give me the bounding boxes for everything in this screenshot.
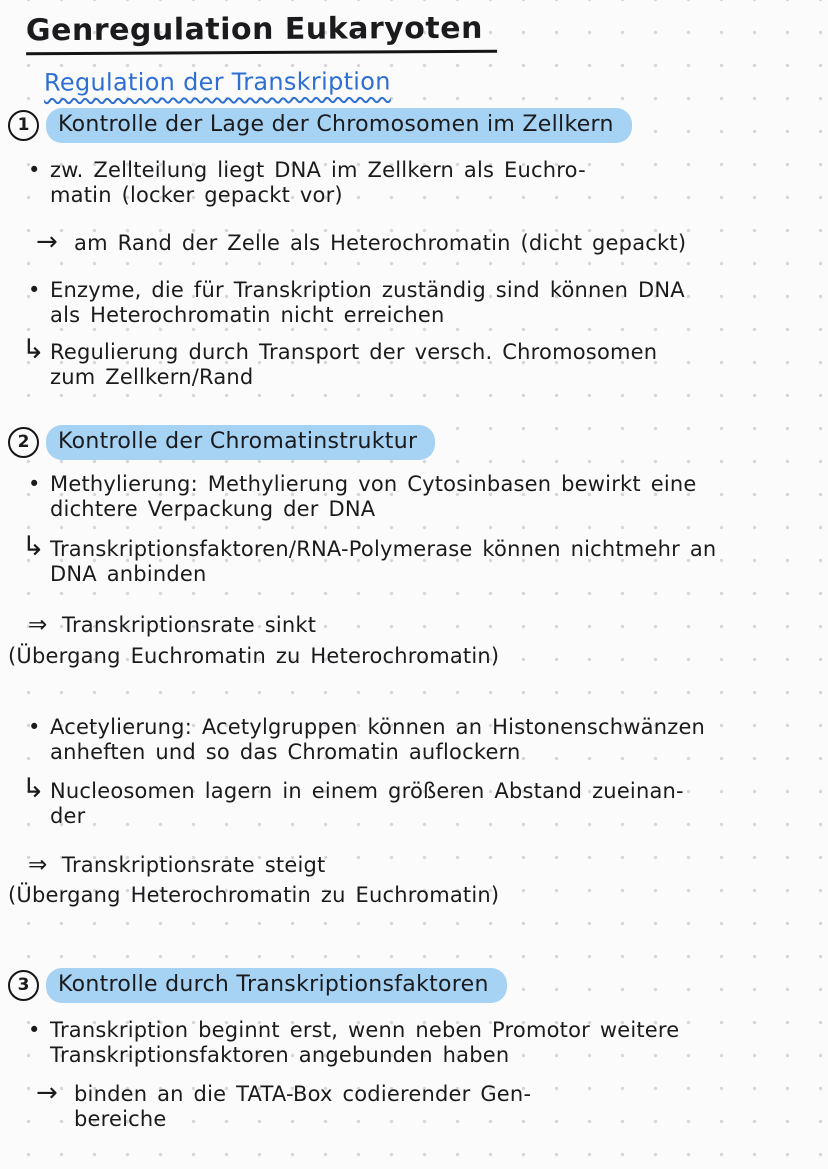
text-line: DNA anbinden — [50, 562, 207, 586]
note-text — [50, 779, 684, 829]
note-text — [62, 853, 325, 878]
bullet-marker: • — [28, 158, 41, 182]
section-3-heading — [8, 968, 810, 1003]
section-2-heading-text: Kontrolle der Chromatinstruktur — [46, 425, 435, 460]
text-line: zum Zellkern/Rand — [50, 365, 254, 389]
text-line: anheften und so das Chromatin auflockern — [50, 740, 521, 764]
text-line: Nucleosomen lagern in einem größeren Abstand zueinan- — [50, 779, 684, 803]
section-1-heading-text: Kontrolle der Lage der Chromosomen im Zellkern — [46, 108, 632, 143]
note-text — [8, 644, 499, 669]
section-2-heading — [8, 425, 810, 460]
note-item — [28, 613, 810, 638]
text-line: Transkriptionsrate sinkt — [62, 613, 317, 637]
note-text — [50, 278, 685, 328]
note-item — [28, 715, 810, 765]
text-line: binden an die TATA-Box codierender Gen- — [74, 1082, 532, 1106]
hook-arrow-icon: ↳ — [22, 334, 45, 365]
note-text — [50, 1018, 679, 1068]
note-item — [8, 644, 810, 669]
note-text — [50, 158, 586, 208]
note-item — [28, 853, 810, 878]
circled-number-3-icon: 3 — [8, 970, 39, 1001]
note-text — [62, 613, 316, 638]
note-text — [74, 1082, 531, 1132]
text-line: als Heterochromatin nicht erreichen — [50, 303, 445, 327]
circled-number-1-icon: 1 — [8, 110, 39, 141]
double-arrow-icon: ⇒ — [28, 852, 48, 878]
bullet-marker: • — [28, 715, 41, 739]
text-line: Transkriptionsfaktoren angebunden haben — [50, 1043, 510, 1067]
text-line: dichtere Verpackung der DNA — [50, 497, 376, 521]
text-line: Transkription beginnt erst, wenn neben Promotor weitere — [50, 1018, 680, 1042]
text-line: matin (locker gepackt vor) — [50, 183, 343, 207]
double-arrow-icon: ⇒ — [28, 612, 48, 638]
note-item — [28, 1018, 810, 1068]
text-line: Methylierung: Methylierung von Cytosinbasen bewirkt eine — [50, 472, 697, 496]
bullet-marker: • — [28, 278, 41, 302]
text-line: am Rand der Zelle als Heterochromatin (dicht gepackt) — [74, 231, 687, 255]
text-line: Regulierung durch Transport der versch. Chromosomen — [50, 340, 658, 364]
text-line: der — [50, 804, 86, 828]
text-line: Acetylierung: Acetylgruppen können an Histonenschwänzen — [50, 715, 706, 739]
note-item — [22, 773, 810, 829]
note-item — [22, 531, 810, 587]
text-line: zw. Zellteilung liegt DNA im Zellkern als Euchro- — [50, 158, 586, 182]
note-item — [28, 158, 810, 208]
text-line: bereiche — [74, 1107, 167, 1131]
text-line: (Übergang Euchromatin zu Heterochromatin) — [8, 644, 500, 668]
note-item — [8, 883, 810, 908]
note-text — [50, 340, 657, 390]
note-text — [50, 472, 697, 522]
note-text — [8, 883, 499, 908]
note-item — [22, 334, 810, 390]
circled-number-2-icon: 2 — [8, 427, 39, 458]
page-subtitle: Regulation der Transkription — [43, 67, 391, 97]
text-line: (Übergang Heterochromatin zu Euchromatin) — [8, 883, 500, 907]
bullet-marker: • — [28, 1018, 41, 1042]
note-text — [50, 537, 716, 587]
arrow-right-icon: → — [36, 1078, 58, 1108]
text-line: Transkriptionsrate steigt — [62, 853, 326, 877]
section-1-heading — [8, 108, 810, 143]
note-item — [28, 472, 810, 522]
note-item — [28, 278, 810, 328]
hook-arrow-icon: ↳ — [22, 773, 45, 804]
bullet-marker: • — [28, 472, 41, 496]
section-3-heading-text: Kontrolle durch Transkriptionsfaktoren — [46, 968, 507, 1003]
note-item — [28, 227, 810, 257]
note-item — [28, 1078, 810, 1132]
arrow-right-icon: → — [36, 227, 58, 257]
text-line: Enzyme, die für Transkription zuständig sind können DNA — [50, 278, 685, 302]
hook-arrow-icon: ↳ — [22, 531, 45, 562]
text-line: Transkriptionsfaktoren/RNA-Polymerase können nichtmehr an — [50, 537, 717, 561]
note-text — [74, 231, 686, 256]
note-text — [50, 715, 705, 765]
page-title: Genregulation Eukaryoten — [26, 11, 497, 55]
